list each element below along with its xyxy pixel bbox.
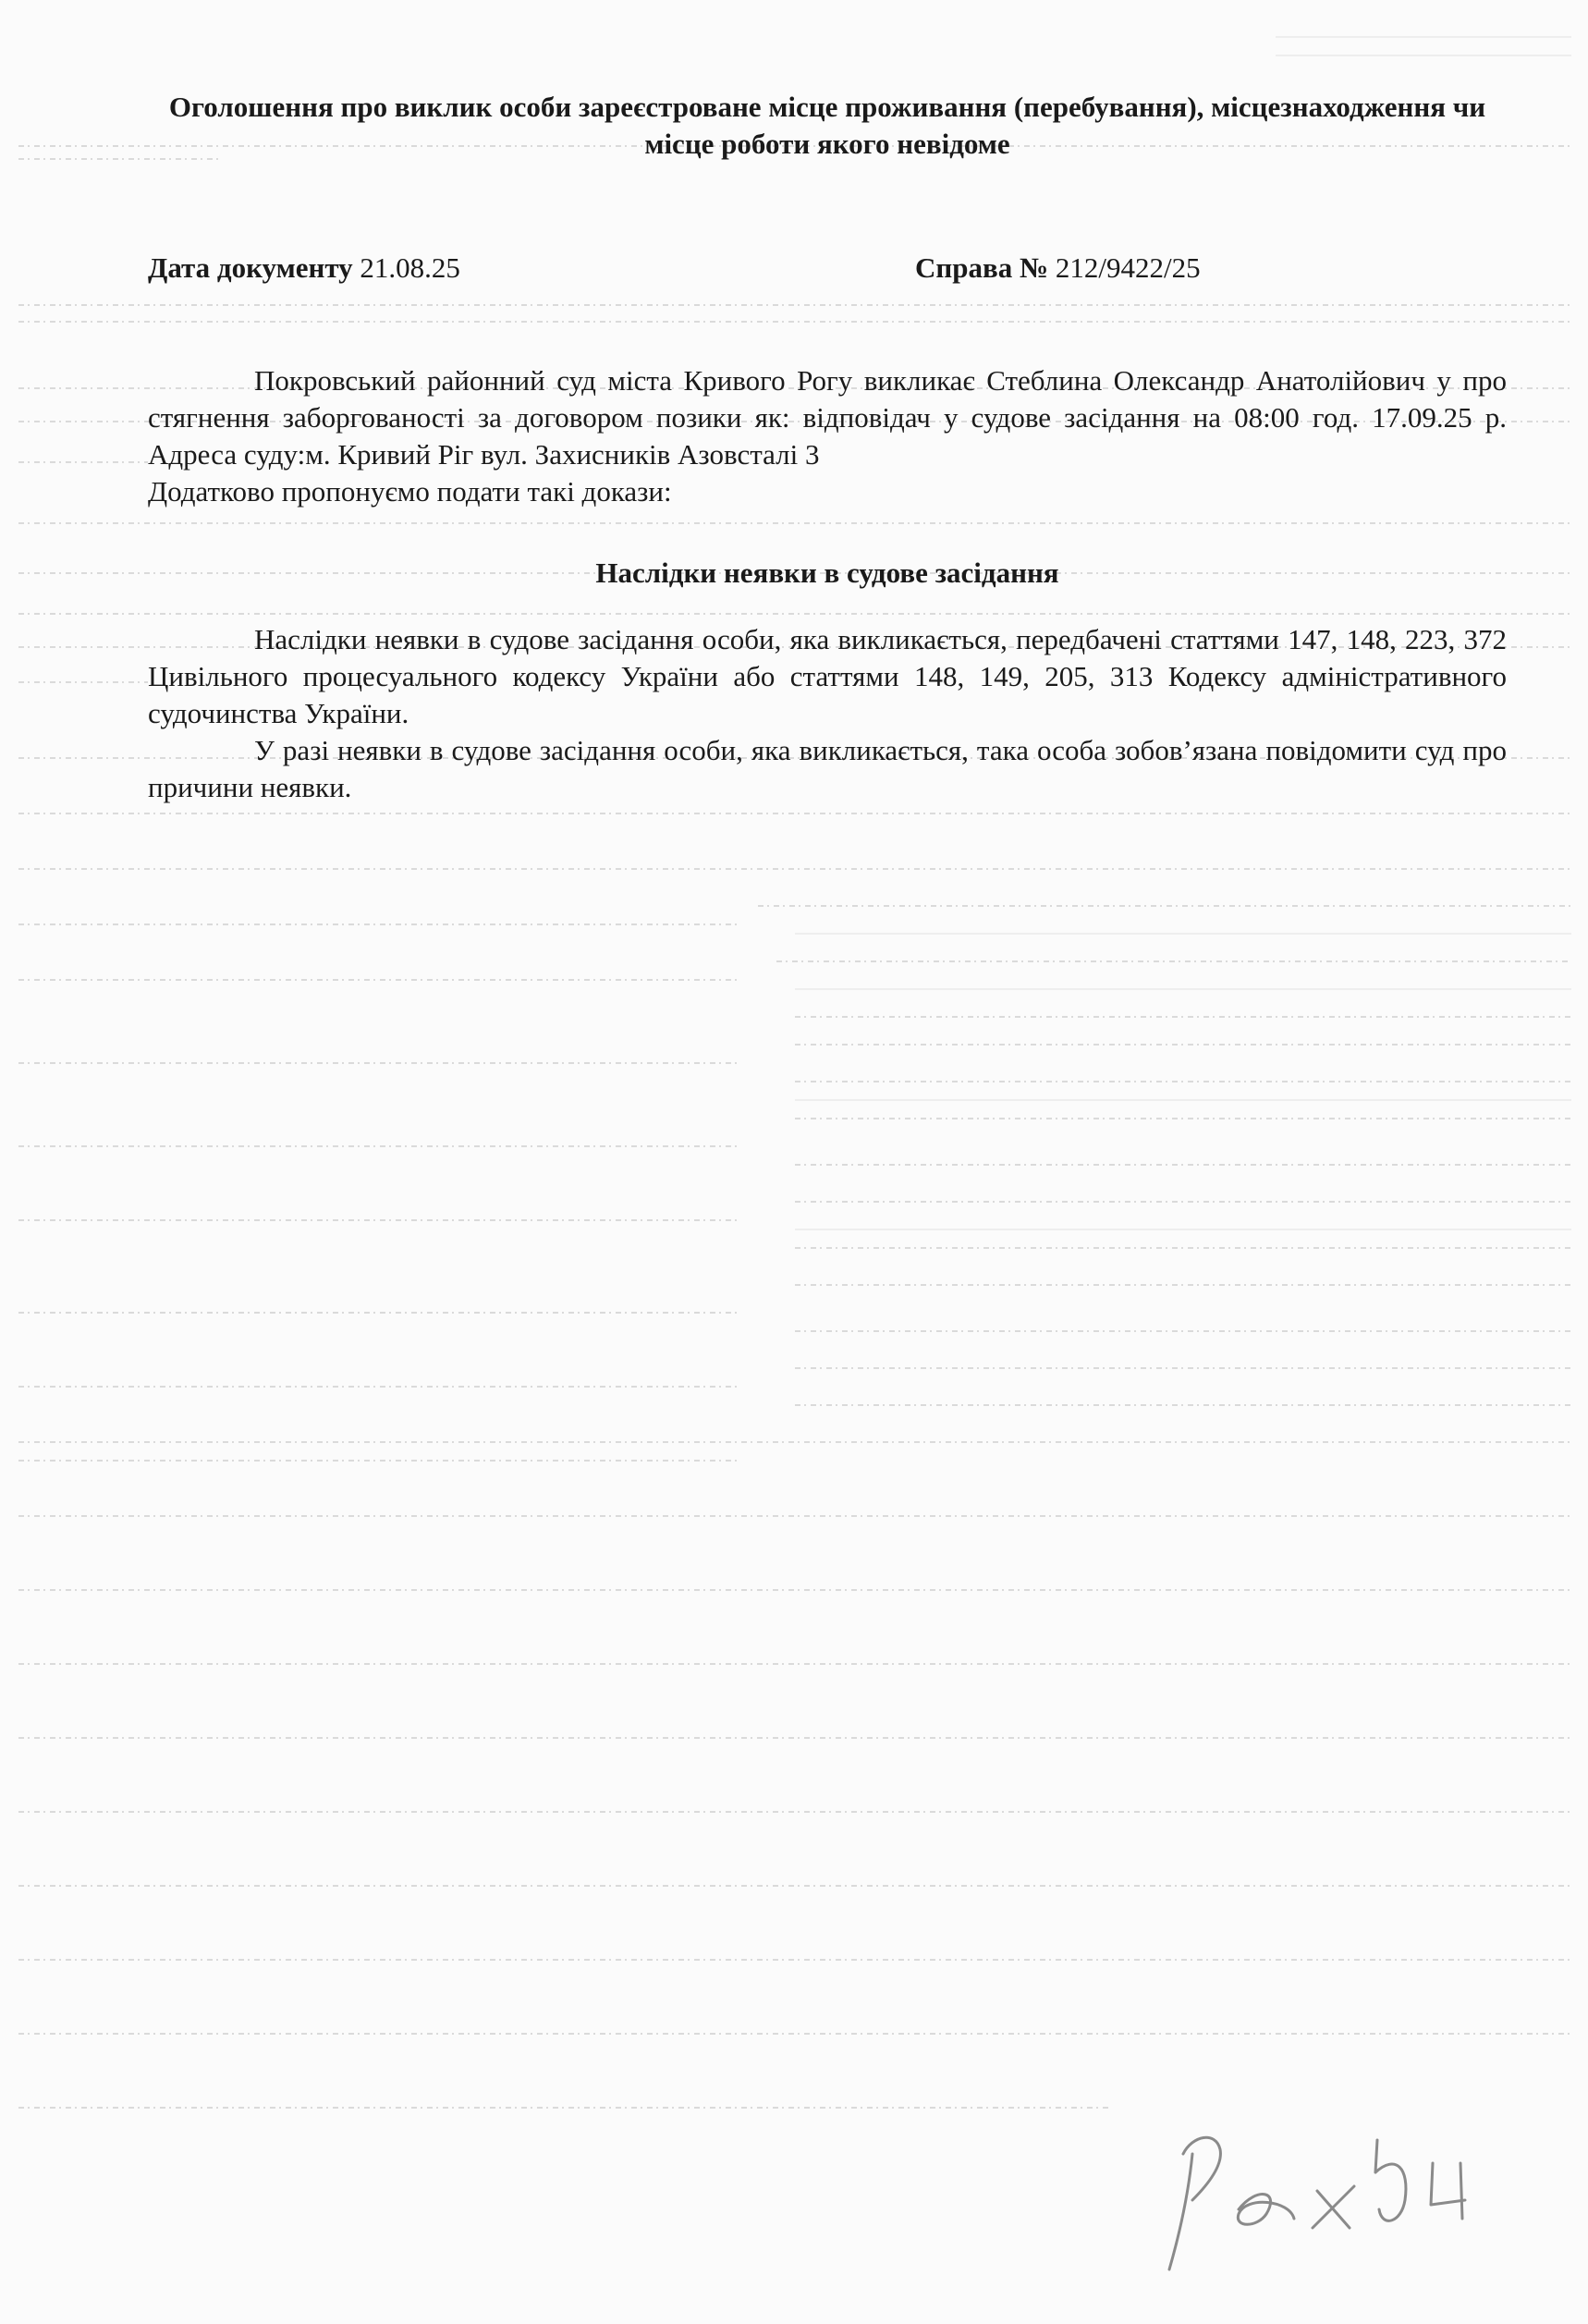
document-title: Оголошення про виклик особи зареєстроване місце проживання (перебування), місцезнаходження чи місце роботи якого невідоме bbox=[168, 91, 1486, 160]
handwritten-signature bbox=[1128, 2098, 1516, 2283]
document-date bbox=[148, 250, 460, 287]
case-value: 212/9422/25 bbox=[1055, 251, 1201, 284]
consequences-heading: Наслідки неявки в судове засідання bbox=[595, 557, 1059, 589]
evidence-paragraph: Додатково пропонуємо подати такі докази: bbox=[148, 475, 672, 508]
date-label: Дата документу bbox=[148, 251, 353, 284]
date-value: 21.08.25 bbox=[360, 251, 460, 284]
consequences-paragraph: Наслідки неявки в судове засідання особи, яка викликається, передбачені статтями 147, 148, 223, 372 Цивільного процесуального кодексу України або статтями 148, 149, 205, 313 Кодексу адміністративного судочинства України. bbox=[148, 623, 1507, 729]
case-label: Справа № bbox=[915, 251, 1049, 284]
obligation-paragraph: У разі неявки в судове засідання особи, яка викликається, така особа зобов’язана повідомити суд про причини неявки. bbox=[148, 734, 1507, 803]
case-number bbox=[915, 250, 1201, 287]
summons-paragraph: Покровський районний суд міста Кривого Рогу викликає Стеблина Олександр Анатолійович у про стягнення заборгованості за договором позики як: відповідач у судове засідання на 08:00 год. 17.09.25 р. Адреса суду:м. Кривий Ріг вул. Захисників Азовсталі 3 bbox=[148, 364, 1507, 471]
